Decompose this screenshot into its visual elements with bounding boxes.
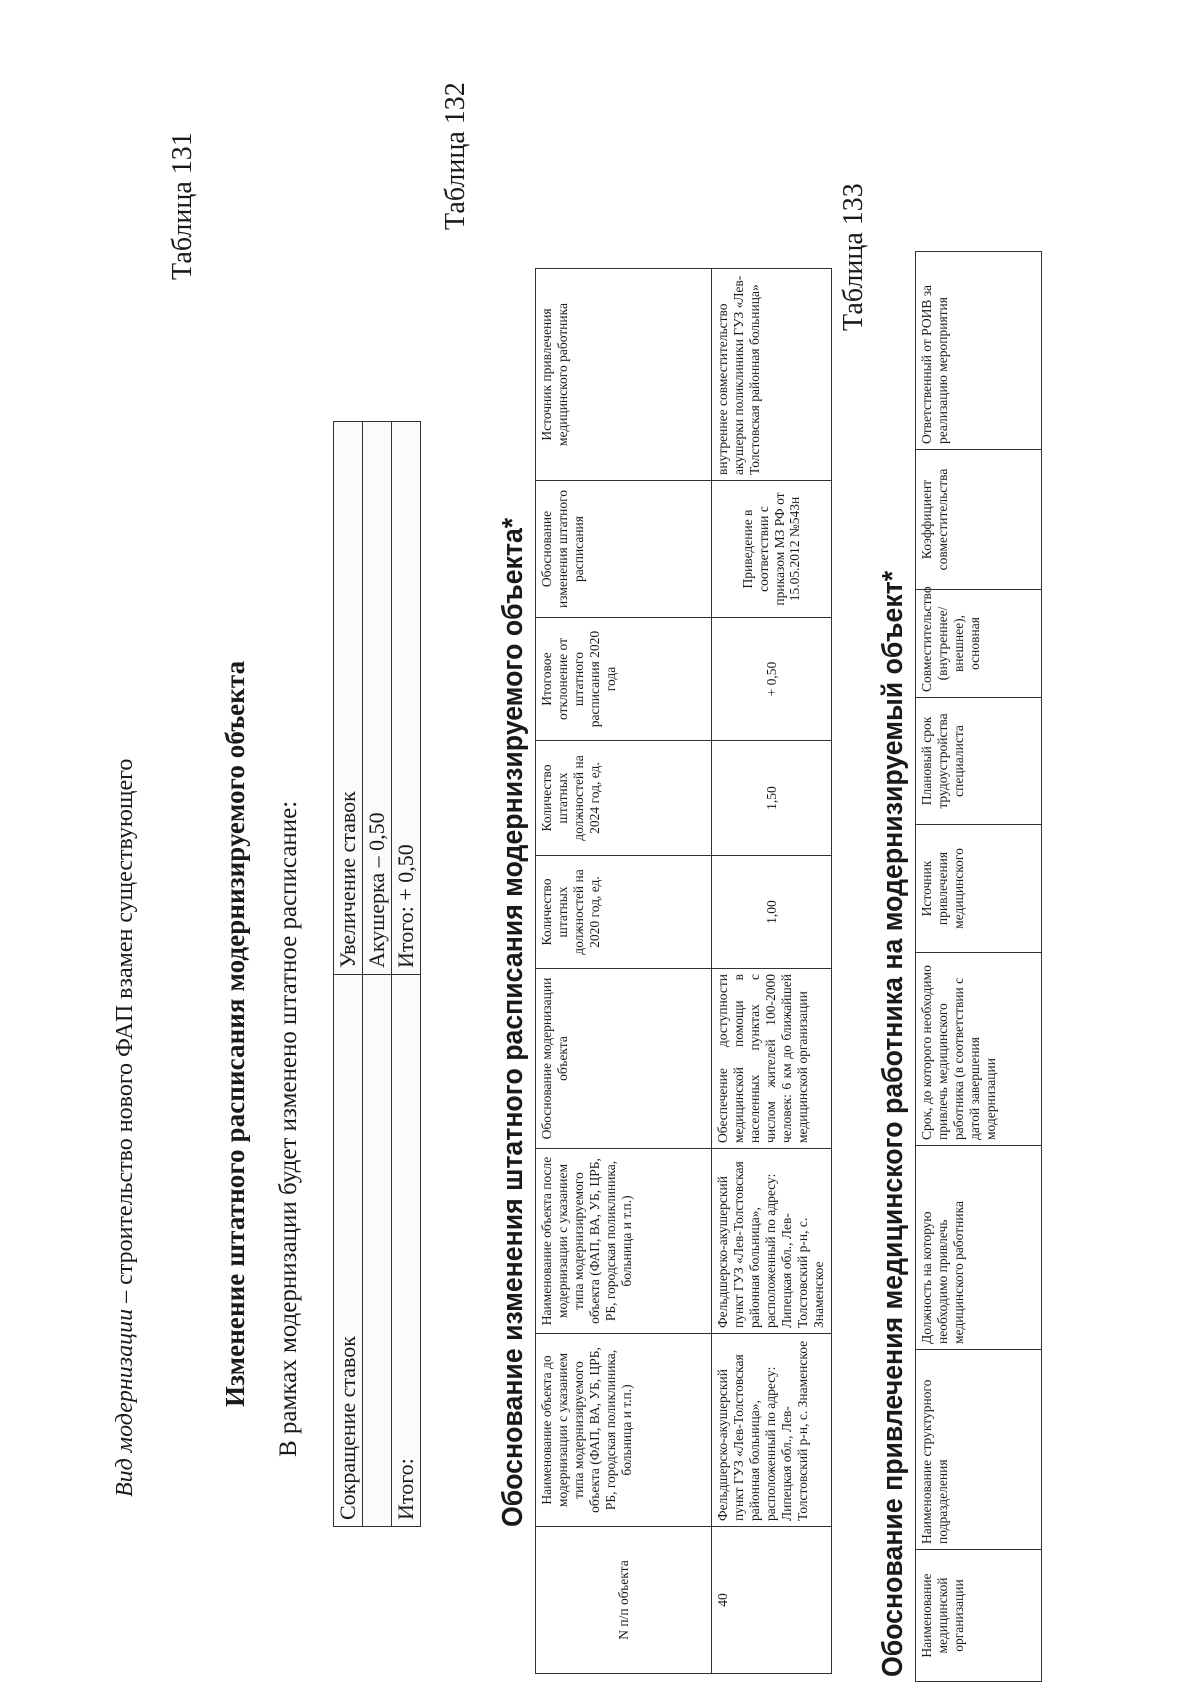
- header-cell: Срок, до которого необходимо привлечь медицинского работника (в соответствии с датой завершения модернизации: [916, 953, 1042, 1146]
- table-cell: [363, 975, 392, 1527]
- header-cell: N п/п объекта: [536, 1527, 712, 1674]
- staffing-change-table: [333, 421, 421, 1527]
- table-133-caption: Таблица 133: [838, 183, 869, 331]
- worker-recruitment-table: [915, 251, 1042, 1682]
- table-cell: Увеличение ставок: [334, 422, 363, 975]
- table-133-heading: Обоснование привлечения медицинского работника на модернизируемый объект*: [877, 570, 909, 1677]
- table-131-caption: Таблица 131: [167, 132, 198, 280]
- table-cell: + 0,50: [712, 618, 832, 741]
- table-cell: Сокращение ставок: [334, 975, 363, 1527]
- header-cell: Наименование структурного подразделения: [916, 1350, 1042, 1550]
- table-131-heading: Изменение штатного расписания модернизируемого объекта: [220, 660, 250, 1407]
- header-cell: Обоснование модернизации объекта: [536, 969, 712, 1149]
- header-cell: Коэффициент совместительства: [916, 450, 1042, 590]
- header-cell: Количество штатных должностей на 2024 год, ед.: [536, 741, 712, 856]
- table-cell: Итого:: [392, 975, 421, 1527]
- header-cell: Обоснование изменения штатного расписания: [536, 481, 712, 618]
- table-cell: Акушерка – 0,50: [363, 422, 392, 975]
- table-cell: 40: [712, 1527, 832, 1674]
- staffing-justification-table: [535, 268, 832, 1674]
- table-131-intro: В рамках модернизации будет изменено штатное расписание:: [275, 800, 302, 1457]
- table-cell: внутреннее совместительство акушерки поликлиники ГУЗ «Лев-Толстовская районная больница»: [712, 269, 832, 481]
- table-row: [334, 422, 363, 1527]
- header-cell: Источник привлечения медицинского: [916, 825, 1042, 953]
- header-cell: Ответственный от РОИВ за реализацию мероприятия: [916, 252, 1042, 450]
- header-cell: Итоговое отклонение от штатного расписания 2020 года: [536, 618, 712, 741]
- header-cell: Совместительство (внутреннее/внешнее), основная: [916, 590, 1042, 698]
- table-row: [712, 269, 832, 1674]
- table-cell: Фельдшерско-акушерский пункт ГУЗ «Лев-Толстовская районная больница», расположенный по адресу: Липецкая обл., Лев-Толстовский р-н, с. Знаменское: [712, 1149, 832, 1334]
- header-cell: Количество штатных должностей на 2020 год, ед.: [536, 856, 712, 969]
- modernization-type-value: – строительство нового ФАП взамен существующего: [112, 758, 138, 1309]
- table-cell: Фельдшерско-акушерский пункт ГУЗ «Лев-Толстовская районная больница», расположенный по адресу: Липецкая обл., Лев-Толстовский р-н, с. Знаменское: [712, 1334, 832, 1527]
- header-cell: Плановый срок трудоустройства специалиста: [916, 698, 1042, 825]
- header-cell: Должность на которую необходимо привлечь медицинского работника: [916, 1146, 1042, 1350]
- header-cell: Источник привлечения медицинского работника: [536, 269, 712, 481]
- modernization-type-line: [112, 759, 139, 1497]
- table-header-row: [536, 269, 712, 1674]
- header-cell: Наименование объекта после модернизации с указанием типа модернизируемого объекта (ФАП, ВА, УБ, ЦРБ, РБ, городская поликлиника, больница и т.п.): [536, 1149, 712, 1334]
- header-cell: Наименование медицинской организации: [916, 1550, 1042, 1682]
- table-cell: Обеспечение доступности медицинской помощи в населенных пунктах с числом жителей 100-2000 человек: 6 км до ближайшей медицинской организации: [712, 969, 832, 1149]
- table-cell: Итого: + 0,50: [392, 422, 421, 975]
- modernization-type-label: Вид модернизации: [112, 1308, 138, 1497]
- table-header-row: [916, 252, 1042, 1682]
- table-row: [363, 422, 392, 1527]
- table-cell: 1,00: [712, 856, 832, 969]
- table-132-heading: Обоснование изменения штатного расписания модернизируемого объекта*: [497, 517, 529, 1527]
- header-cell: Наименование объекта до модернизации с указанием типа модернизируемого объекта (ФАП, ВА, УБ, ЦРБ, РБ, городская поликлиника, больница и т.п.): [536, 1334, 712, 1527]
- table-row: [392, 422, 421, 1527]
- table-132-caption: Таблица 132: [440, 82, 471, 230]
- table-cell: Приведение в соответствии с приказом МЗ РФ от 15.05.2012 №543н: [712, 481, 832, 618]
- table-cell: 1,50: [712, 741, 832, 856]
